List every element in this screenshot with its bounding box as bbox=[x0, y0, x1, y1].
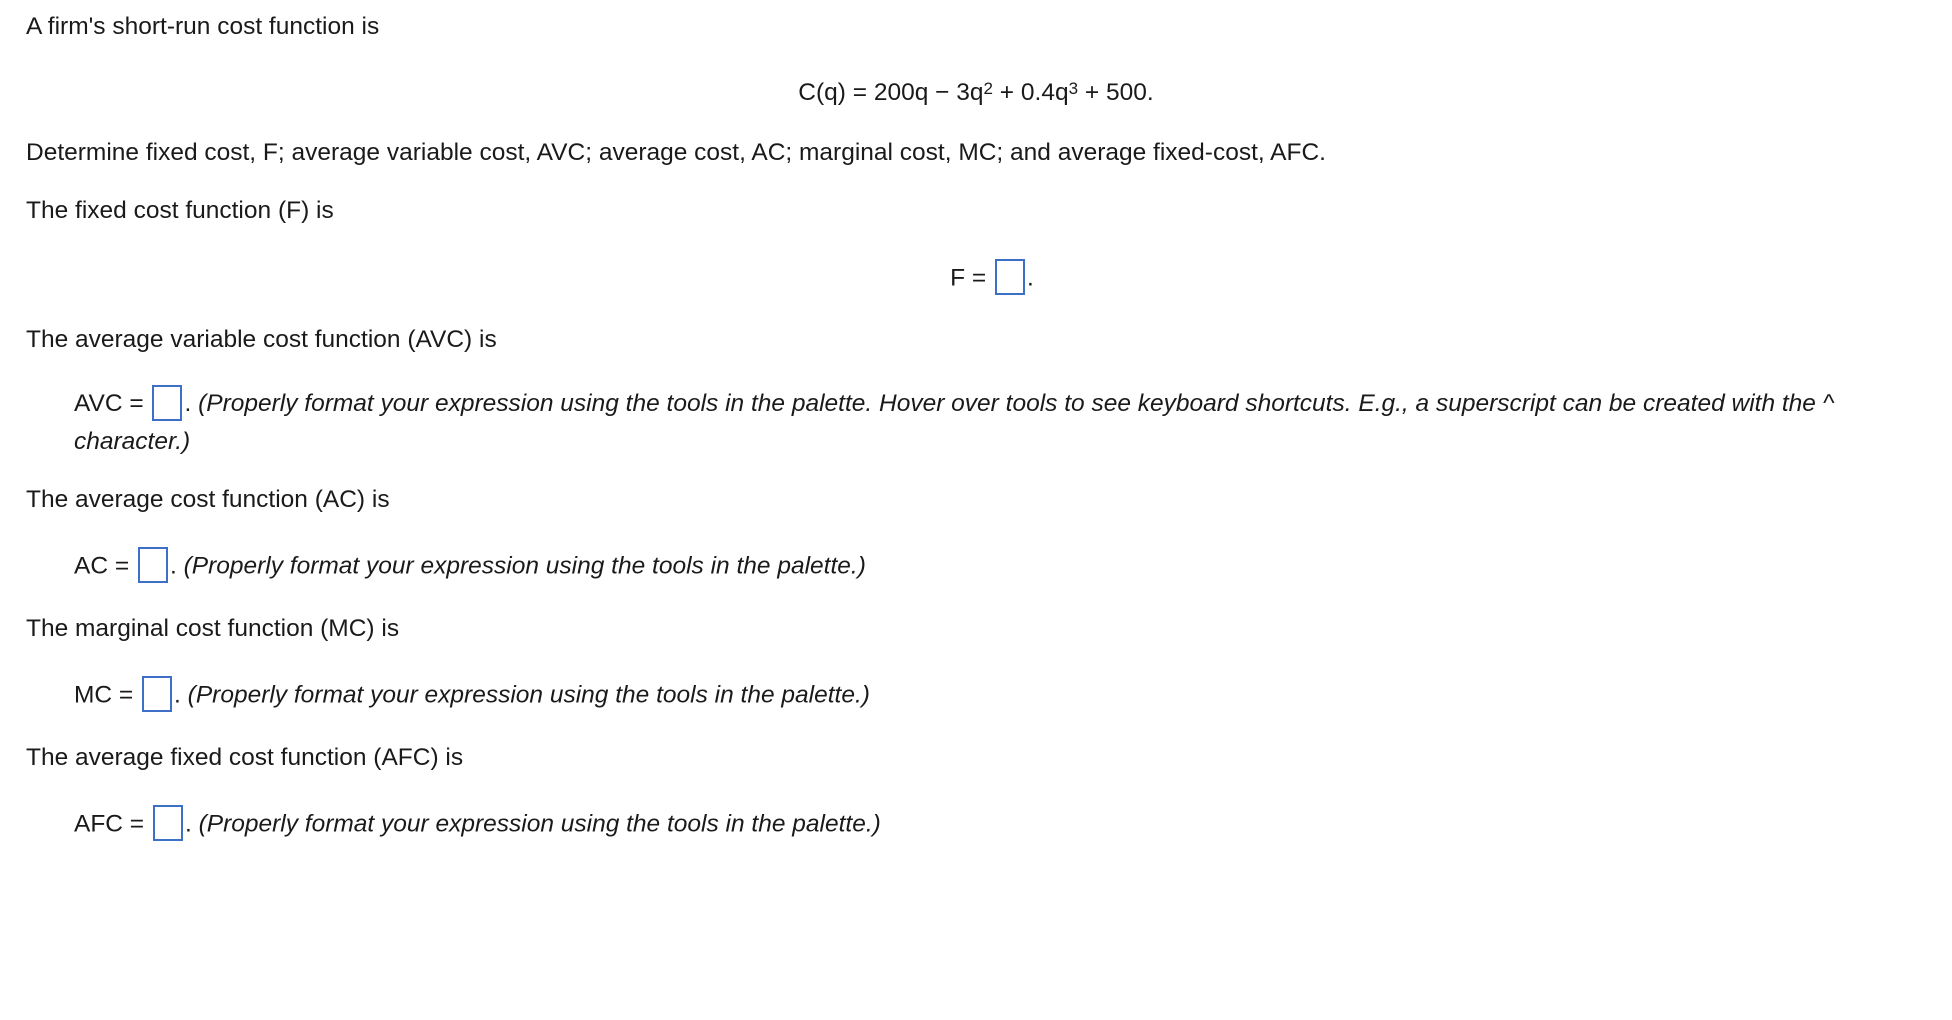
fixed-cost-answer-box[interactable] bbox=[995, 259, 1025, 295]
fixed-cost-period: . bbox=[1027, 264, 1034, 292]
ac-prompt: The average cost function (AC) is bbox=[26, 486, 390, 513]
ac-answer-row bbox=[74, 549, 866, 585]
mc-prompt: The marginal cost function (MC) is bbox=[26, 615, 400, 642]
afc-hint: (Properly format your expression using the tools in the palette.) bbox=[198, 810, 881, 838]
formula-exponent-3: 3 bbox=[1068, 79, 1079, 98]
ac-label: AC = bbox=[74, 552, 130, 580]
ac-hint: (Properly format your expression using the tools in the palette.) bbox=[183, 552, 866, 580]
formula-part-1: C(q) = 200q − 3q bbox=[798, 79, 984, 106]
afc-answer-box[interactable] bbox=[153, 805, 183, 841]
formula-part-3: + 500. bbox=[1078, 79, 1154, 106]
mc-label: MC = bbox=[74, 681, 134, 709]
formula-exponent-2: 2 bbox=[983, 79, 993, 98]
mc-answer-row bbox=[74, 678, 870, 714]
afc-label: AFC = bbox=[74, 810, 145, 838]
formula-part-2: + 0.4q bbox=[993, 79, 1069, 106]
ac-period: . bbox=[169, 552, 177, 580]
avc-answer-row bbox=[74, 385, 1944, 461]
intro-text: A firm's short-run cost function is bbox=[26, 13, 380, 40]
fixed-cost-answer-row bbox=[0, 261, 1952, 297]
cost-function-formula bbox=[0, 78, 1952, 108]
afc-period: . bbox=[184, 810, 192, 838]
mc-period: . bbox=[174, 681, 181, 709]
task-instructions: Determine fixed cost, F; average variable cost, AVC; average cost, AC; marginal cost, MC; and average fixed-cost, AFC. bbox=[26, 139, 1326, 166]
avc-label: AVC = bbox=[74, 390, 144, 417]
fixed-cost-prompt: The fixed cost function (F) is bbox=[26, 197, 334, 224]
avc-prompt: The average variable cost function (AVC) is bbox=[26, 326, 497, 353]
ac-answer-box[interactable] bbox=[138, 547, 168, 583]
avc-hint: (Properly format your expression using the tools in the palette. Hover over tools to see keyboard shortcuts. E.g., a superscript can be created with the ^ character.) bbox=[74, 390, 1835, 455]
mc-answer-box[interactable] bbox=[142, 676, 172, 712]
afc-prompt: The average fixed cost function (AFC) is bbox=[26, 744, 464, 771]
mc-hint: (Properly format your expression using the tools in the palette.) bbox=[187, 681, 870, 709]
fixed-cost-label: F = bbox=[950, 264, 987, 292]
avc-period: . bbox=[184, 390, 192, 417]
afc-answer-row bbox=[74, 807, 881, 843]
avc-answer-box[interactable] bbox=[152, 385, 182, 421]
